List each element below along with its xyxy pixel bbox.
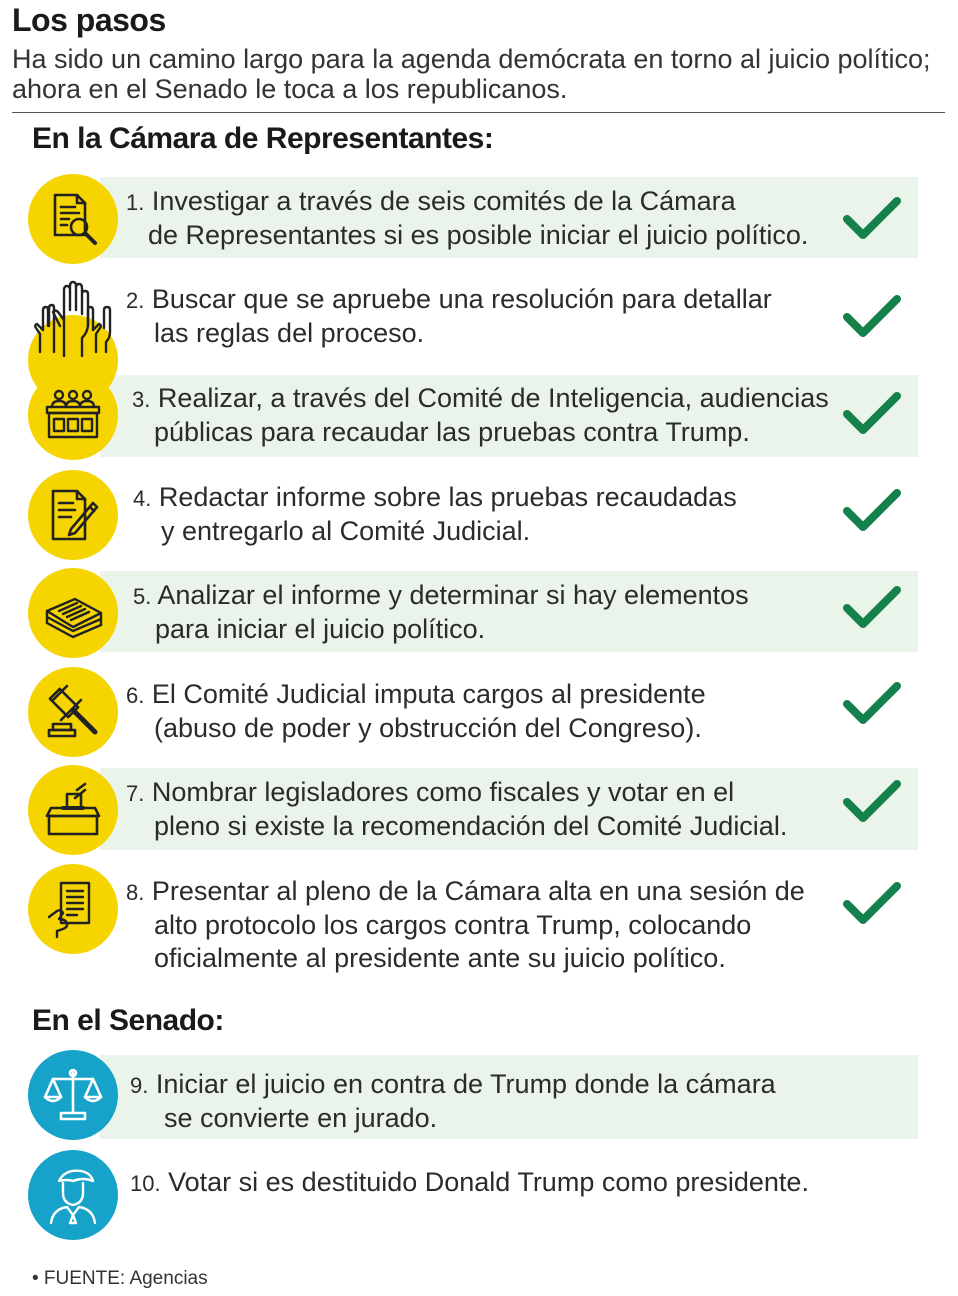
step-line-1: Analizar el informe y determinar si hay elementos bbox=[157, 580, 749, 610]
paper-stack-icon bbox=[41, 581, 105, 645]
check-icon bbox=[843, 293, 901, 339]
document-search-icon bbox=[41, 187, 105, 251]
step-text-2 bbox=[126, 283, 772, 350]
step-line-2: se convierte en jurado. bbox=[164, 1103, 438, 1133]
step-line-3: oficialmente al presidente ante su juicio político. bbox=[154, 943, 726, 973]
step-number: 1. bbox=[126, 190, 145, 215]
scales-icon bbox=[41, 1063, 105, 1127]
step-3-icon-circle bbox=[28, 370, 118, 460]
check-icon bbox=[843, 584, 901, 630]
step-10-icon-circle bbox=[28, 1150, 118, 1240]
report-pen-icon bbox=[41, 483, 105, 547]
check-icon bbox=[843, 487, 901, 533]
step-text-5 bbox=[133, 579, 749, 646]
step-line-1: Realizar, a través del Comité de Inteligencia, audiencias bbox=[157, 383, 829, 413]
step-number: 3. bbox=[132, 387, 151, 412]
step-line-1: Votar si es destituido Donald Trump como presidente. bbox=[168, 1167, 809, 1197]
step-line-1: Nombrar legisladores como fiscales y votar en el bbox=[151, 777, 735, 807]
source-note: • FUENTE: Agencias bbox=[32, 1268, 208, 1289]
committee-hearing-icon bbox=[41, 383, 105, 447]
step-text-6 bbox=[126, 678, 706, 745]
step-line-2: las reglas del proceso. bbox=[154, 318, 425, 348]
section-heading-senate: En el Senado: bbox=[32, 1004, 224, 1037]
step-line-1: Buscar que se apruebe una resolución para detallar bbox=[151, 284, 772, 314]
step-number: 8. bbox=[126, 880, 145, 905]
check-icon bbox=[843, 390, 901, 436]
step-number: 9. bbox=[130, 1073, 149, 1098]
step-number: 6. bbox=[126, 683, 145, 708]
check-icon bbox=[843, 778, 901, 824]
step-line-1: El Comité Judicial imputa cargos al presidente bbox=[151, 679, 706, 709]
step-text-1 bbox=[126, 185, 808, 252]
step-line-2: pleno si existe la recomendación del Comité Judicial. bbox=[154, 811, 788, 841]
step-text-3 bbox=[132, 382, 829, 449]
step-number: 4. bbox=[133, 486, 152, 511]
trump-portrait-icon bbox=[41, 1163, 105, 1227]
step-number: 2. bbox=[126, 288, 145, 313]
step-line-1: Iniciar el juicio en contra de Trump donde la cámara bbox=[155, 1069, 776, 1099]
step-1-icon-circle bbox=[28, 174, 118, 264]
divider bbox=[12, 112, 945, 113]
step-7-icon-circle bbox=[28, 765, 118, 855]
step-number: 10. bbox=[130, 1171, 161, 1196]
step-text-10 bbox=[130, 1166, 809, 1200]
step-9-icon-circle bbox=[28, 1050, 118, 1140]
step-8-icon-circle bbox=[28, 864, 118, 954]
step-line-2: para iniciar el juicio político. bbox=[155, 614, 486, 644]
step-4-icon-circle bbox=[28, 470, 118, 560]
ballot-box-icon bbox=[41, 778, 105, 842]
raised-hands-icon bbox=[30, 280, 114, 360]
step-text-8 bbox=[126, 875, 805, 975]
step-line-1: Redactar informe sobre las pruebas recaudadas bbox=[158, 482, 737, 512]
step-line-2: (abuso de poder y obstrucción del Congreso). bbox=[154, 713, 702, 743]
page-subtitle: Ha sido un camino largo para la agenda demócrata en torno al juicio político; ahora en el Senado le toca a los republicanos. bbox=[12, 44, 931, 104]
step-text-9 bbox=[130, 1068, 776, 1135]
step-line-1: Presentar al pleno de la Cámara alta en una sesión de bbox=[151, 876, 805, 906]
step-number: 5. bbox=[133, 584, 152, 609]
step-line-2: de Representantes si es posible iniciar el juicio político. bbox=[148, 220, 809, 250]
step-text-4 bbox=[133, 481, 737, 548]
step-5-icon-circle bbox=[28, 568, 118, 658]
check-icon bbox=[843, 195, 901, 241]
step-line-2: y entregarlo al Comité Judicial. bbox=[161, 516, 531, 546]
step-line-1: Investigar a través de seis comités de la Cámara bbox=[151, 186, 736, 216]
step-text-7 bbox=[126, 776, 787, 843]
section-heading-house: En la Cámara de Representantes: bbox=[32, 122, 494, 155]
gavel-icon bbox=[41, 680, 105, 744]
page-title: Los pasos bbox=[12, 2, 166, 38]
step-6-icon-circle bbox=[28, 667, 118, 757]
hand-document-icon bbox=[41, 877, 105, 941]
check-icon bbox=[843, 680, 901, 726]
check-icon bbox=[843, 880, 901, 926]
step-line-2: públicas para recaudar las pruebas contra Trump. bbox=[154, 417, 750, 447]
step-number: 7. bbox=[126, 781, 145, 806]
step-line-2: alto protocolo los cargos contra Trump, colocando bbox=[154, 910, 752, 940]
